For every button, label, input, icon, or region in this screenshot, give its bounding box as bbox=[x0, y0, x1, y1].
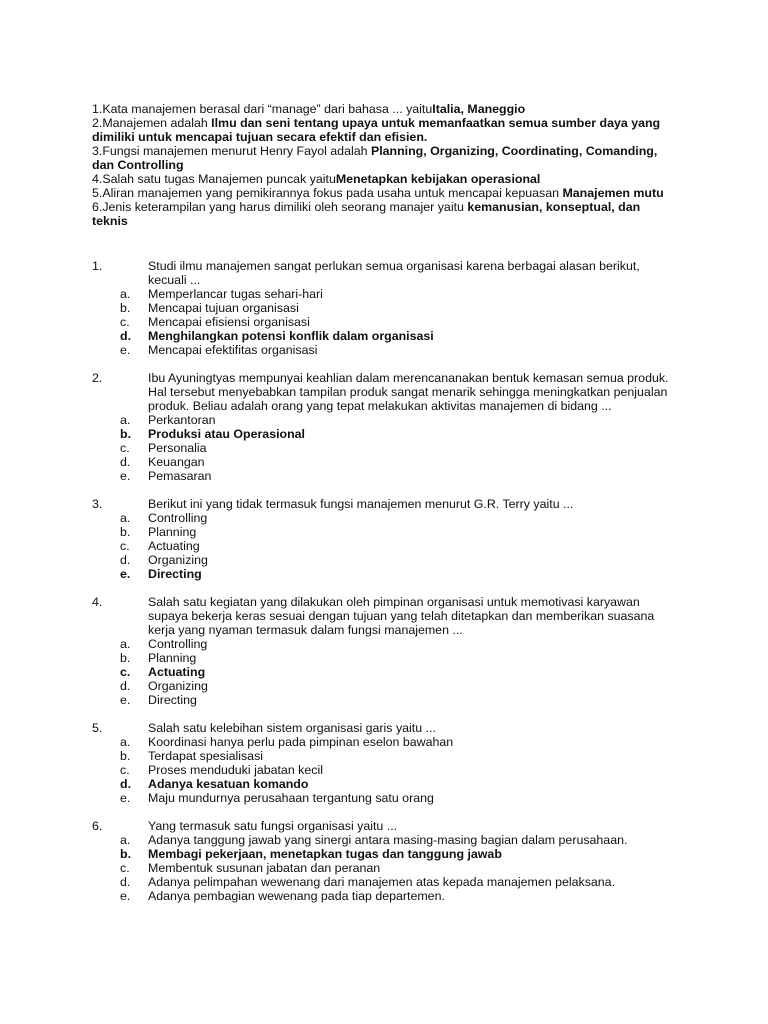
question-number: 2. bbox=[92, 371, 103, 385]
option-b-correct: b. Membagi pekerjaan, menetapkan tugas dan tanggung jawab bbox=[120, 847, 502, 861]
question-text: Salah satu kelebihan sistem organisasi garis yaitu ... bbox=[148, 721, 436, 735]
option-c: c. Personalia bbox=[120, 441, 207, 455]
option-d: d. Adanya pelimpahan wewenang dari manajemen atas kepada manajemen pelaksana. bbox=[120, 875, 616, 889]
question-1 bbox=[92, 259, 672, 357]
summary-line-1: 1.Kata manajemen berasal dari “manage” dari bahasa ... yaituItalia, Maneggio bbox=[92, 102, 526, 116]
question-number: 1. bbox=[92, 259, 103, 273]
option-d-correct: d. Menghilangkan potensi konflik dalam organisasi bbox=[120, 329, 434, 343]
summary-line-3: 3.Fungsi manajemen menurut Henry Fayol adalah Planning, Organizing, Coordinating, Comanding, dan Controlling bbox=[92, 144, 658, 172]
answer-summary bbox=[92, 102, 672, 228]
summary-line-4: 4.Salah satu tugas Manajemen puncak yaituMenetapkan kebijakan operasional bbox=[92, 172, 541, 186]
option-e: e. Pemasaran bbox=[120, 469, 212, 483]
question-number: 4. bbox=[92, 595, 103, 609]
option-a: a. Memperlancar tugas sehari-hari bbox=[120, 287, 323, 301]
question-number: 3. bbox=[92, 497, 103, 511]
question-number: 5. bbox=[92, 721, 103, 735]
option-e-correct: e. Directing bbox=[120, 567, 202, 581]
question-5 bbox=[92, 721, 672, 805]
summary-line-6: 6.Jenis keterampilan yang harus dimiliki oleh seorang manajer yaitu kemanusian, konseptual, dan teknis bbox=[92, 200, 641, 228]
option-a: a. Adanya tanggung jawab yang sinergi antara masing-masing bagian dalam perusahaan. bbox=[120, 833, 628, 847]
question-text: Ibu Ayuningtyas mempunyai keahlian dalam merencananakan bentuk kemasan semua produk. Hal tersebut menyebabkan tampilan produk sangat menarik sehingga meningkatkan penjualan produk. Beliau adalah orang yang tepat melakukan aktivitas manajemen di bidang ... bbox=[148, 371, 669, 413]
option-a: a. Koordinasi hanya perlu pada pimpinan eselon bawahan bbox=[120, 735, 454, 749]
option-c: c. Mencapai efisiensi organisasi bbox=[120, 315, 310, 329]
question-number: 6. bbox=[92, 819, 103, 833]
option-e: e. Mencapai efektifitas organisasi bbox=[120, 343, 318, 357]
option-d: d. Keuangan bbox=[120, 455, 205, 469]
option-e: e. Directing bbox=[120, 693, 197, 707]
question-text: Berikut ini yang tidak termasuk fungsi manajemen menurut G.R. Terry yaitu ... bbox=[148, 497, 574, 511]
question-text: Studi ilmu manajemen sangat perlukan semua organisasi karena berbagai alasan berikut, kecuali ... bbox=[148, 259, 640, 287]
question-6 bbox=[92, 819, 672, 903]
option-a: a. Perkantoran bbox=[120, 413, 216, 427]
option-e: e. Maju mundurnya perusahaan tergantung satu orang bbox=[120, 791, 434, 805]
option-c: c. Membentuk susunan jabatan dan peranan bbox=[120, 861, 381, 875]
option-e: e. Adanya pembagian wewenang pada tiap departemen. bbox=[120, 889, 445, 903]
summary-line-2: 2.Manajemen adalah Ilmu dan seni tentang upaya untuk memanfaatkan semua sumber daya yang dimiliki untuk mencapai tujuan secara efektif dan efisien. bbox=[92, 116, 661, 144]
option-d-correct: d. Adanya kesatuan komando bbox=[120, 777, 309, 791]
option-c: c. Proses menduduki jabatan kecil bbox=[120, 763, 323, 777]
option-d: d. Organizing bbox=[120, 553, 208, 567]
option-a: a. Controlling bbox=[120, 511, 208, 525]
question-text: Yang termasuk satu fungsi organisasi yaitu ... bbox=[148, 819, 398, 833]
option-b: b. Mencapai tujuan organisasi bbox=[120, 301, 299, 315]
option-c-correct: c. Actuating bbox=[120, 665, 206, 679]
option-a: a. Controlling bbox=[120, 637, 208, 651]
question-3 bbox=[92, 497, 672, 581]
option-b: b. Planning bbox=[120, 651, 197, 665]
option-d: d. Organizing bbox=[120, 679, 208, 693]
question-text: Salah satu kegiatan yang dilakukan oleh pimpinan organisasi untuk memotivasi karyawan supaya bekerja keras sesuai dengan tujuan yang telah ditetapkan dan memberikan suasana kerja yang nyaman termasuk dalam fungsi manajemen ... bbox=[148, 595, 655, 637]
option-b: b. Terdapat spesialisasi bbox=[120, 749, 264, 763]
summary-line-5: 5.Aliran manajemen yang pemikirannya fokus pada usaha untuk mencapai kepuasan Manajemen mutu bbox=[92, 186, 664, 200]
option-b-correct: b. Produksi atau Operasional bbox=[120, 427, 305, 441]
option-b: b. Planning bbox=[120, 525, 197, 539]
question-4 bbox=[92, 595, 672, 707]
question-list bbox=[92, 259, 672, 917]
option-c: c. Actuating bbox=[120, 539, 200, 553]
question-2 bbox=[92, 371, 672, 483]
